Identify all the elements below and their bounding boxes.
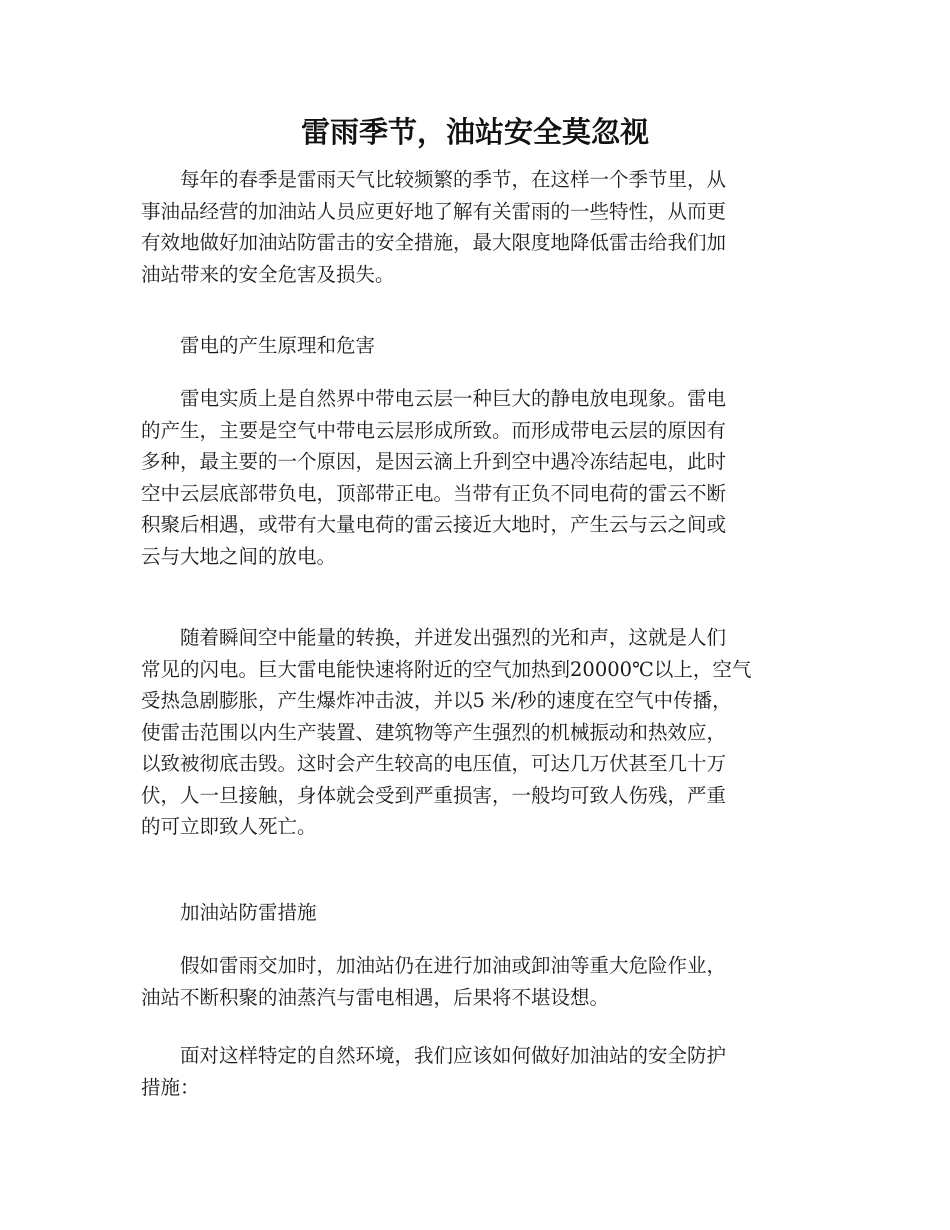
paragraph-line: 油站带来的安全危害及损失。 [141, 262, 395, 286]
paragraph-protection-question [141, 1040, 809, 1103]
paragraph-line: 云与大地之间的放电。 [141, 544, 337, 568]
paragraph-line: 常见的闪电。巨大雷电能快速将附近的空气加热到20000℃以上，空气 [141, 657, 752, 681]
paragraph-line: 措施： [141, 1075, 200, 1099]
section-heading-text: 雷电的产生原理和危害 [180, 334, 376, 357]
paragraph-intro [141, 164, 809, 290]
paragraph-line: 有效地做好加油站防雷击的安全措施，最大限度地降低雷击给我们加 [141, 231, 727, 254]
paragraph-line: 随着瞬间空中能量的转换，并迸发出强烈的光和声，这就是人们 [180, 626, 727, 649]
paragraph-line: 以致被彻底击毁。这时会产生较高的电压值，可达几万伏甚至几十万 [141, 752, 727, 775]
paragraph-line: 油站不断积聚的油蒸汽与雷电相遇，后果将不堪设想。 [141, 985, 610, 1009]
paragraph-line: 每年的春季是雷雨天气比较频繁的季节，在这样一个季节里，从 [180, 168, 727, 191]
paragraph-line: 事油品经营的加油站人员应更好地了解有关雷雨的一些特性，从而更 [141, 199, 727, 223]
paragraph-lightning-origin [141, 383, 809, 572]
paragraph-danger-scenario [141, 950, 809, 1013]
section-heading-protection-measures [141, 897, 809, 929]
section-heading-lightning-principle [141, 330, 809, 362]
paragraph-line: 假如雷雨交加时，加油站仍在进行加油或卸油等重大危险作业， [180, 954, 727, 977]
paragraph-line: 受热急剧膨胀，产生爆炸冲击波，并以5 米/秒的速度在空气中传播， [141, 689, 732, 712]
paragraph-line: 多种，最主要的一个原因，是因云滴上升到空中遇冷冻结起电，此时 [141, 450, 727, 473]
paragraph-line: 使雷击范围以内生产装置、建筑物等产生强烈的机械振动和热效应， [141, 720, 727, 744]
paragraph-lightning-hazard [141, 622, 809, 843]
paragraph-line: 积聚后相遇，或带有大量电荷的雷云接近大地时，产生云与云之间或 [141, 513, 727, 536]
section-heading-text: 加油站防雷措施 [180, 901, 317, 924]
paragraph-line: 空中云层底部带负电，顶部带正电。当带有正负不同电荷的雷云不断 [141, 481, 727, 505]
paragraph-line: 的产生，主要是空气中带电云层形成所致。而形成带电云层的原因有 [141, 418, 727, 442]
document-title: 雷雨季节，油站安全莫忽视 [300, 115, 649, 149]
paragraph-line: 伏，人一旦接触，身体就会受到严重损害，一般均可致人伤残，严重 [141, 783, 727, 807]
paragraph-line: 雷电实质上是自然界中带电云层一种巨大的静电放电现象。雷电 [180, 387, 727, 410]
paragraph-line: 的可立即致人死亡。 [141, 815, 317, 838]
paragraph-line: 面对这样特定的自然环境，我们应该如何做好加油站的安全防护 [180, 1044, 727, 1067]
